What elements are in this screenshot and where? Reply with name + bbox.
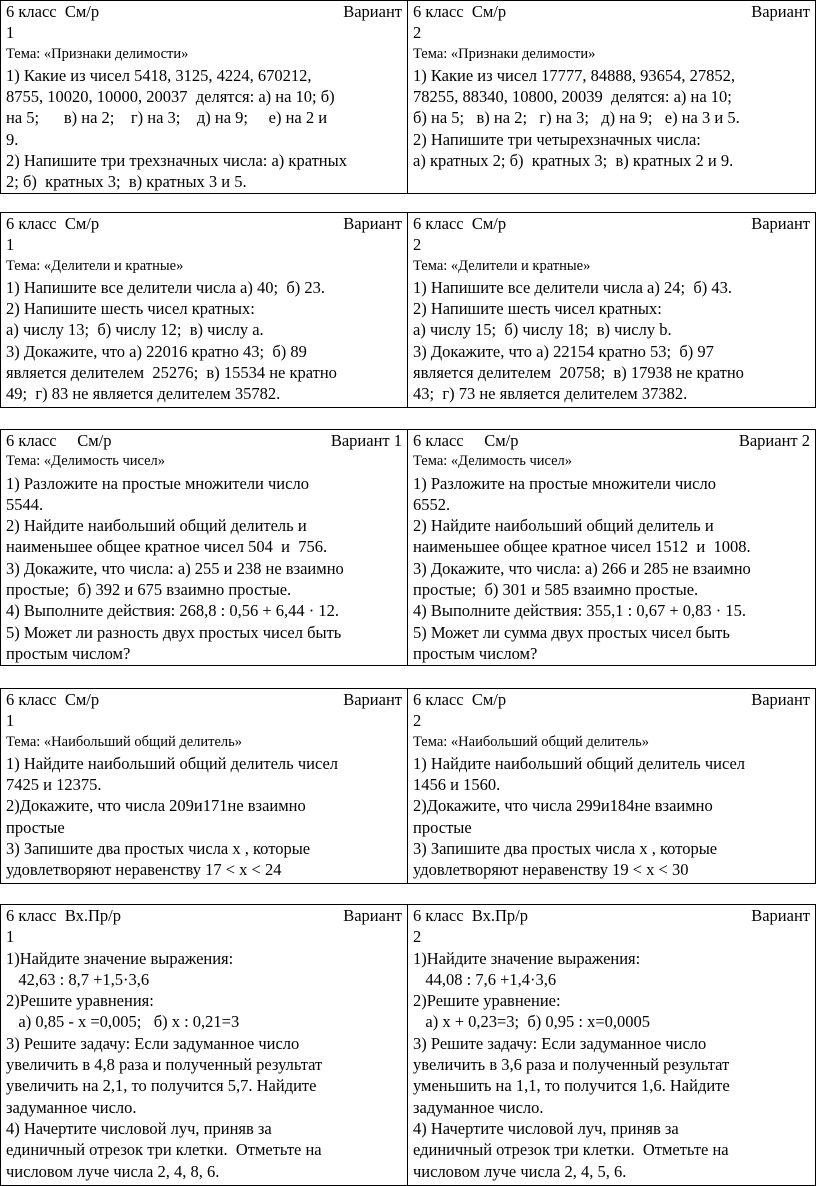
task-line: 1) Напишите все делители числа а) 40; б) 23. xyxy=(6,277,325,297)
task-line: 2) Напишите три трехзначных числа: а) кратных xyxy=(6,151,347,171)
task-line: простые xyxy=(6,817,65,837)
task-line: 3) Запишите два простых числа x , которые xyxy=(6,839,311,859)
variant-label: Вариант xyxy=(751,690,810,709)
class-label: 6 класс См/р xyxy=(6,214,100,233)
task-line: 2; б) кратных 3; в) кратных 3 и 5. xyxy=(6,172,247,192)
variant-number: 1 xyxy=(6,23,15,43)
task-line: простые; б) 301 и 585 взаимно простые. xyxy=(413,580,699,600)
task-line: единичный отрезок три клетки. Отметьте на xyxy=(413,1140,729,1160)
task-line: 1) Какие из чисел 17777, 84888, 93654, 27852, xyxy=(413,65,735,85)
task-line: 5) Может ли сумма двух простых чисел быть xyxy=(413,622,730,642)
variant-label: Вариант xyxy=(343,214,402,233)
task-line: 3) Запишите два простых числа x , которые xyxy=(413,839,718,859)
task-line: а) числу 15; б) числу 18; в) числу b. xyxy=(413,320,672,340)
class-label: 6 класс См/р xyxy=(413,2,507,21)
variant-label: Вариант xyxy=(751,214,810,233)
variant-label: Вариант xyxy=(751,2,810,21)
cell-header xyxy=(413,689,810,710)
variant-number: 1 xyxy=(6,235,15,255)
class-label: 6 класс Вх.Пр/р xyxy=(413,906,529,925)
task-line: является делителем 20758; в) 17938 не кратно xyxy=(413,363,744,383)
class-label: 6 класс См/р xyxy=(413,431,519,450)
cell-header xyxy=(6,905,402,926)
task-line: 8755, 10020, 10000, 20037 делятся: а) на 10; б) xyxy=(6,87,335,107)
variant-number: 2 xyxy=(413,927,422,947)
topic-line: Тема: «Признаки делимости» xyxy=(413,45,596,62)
cell-header xyxy=(6,1,402,22)
task-line: уменьшить на 1,1, то получится 1,6. Найдите xyxy=(413,1076,730,1096)
task-line: простые xyxy=(413,817,472,837)
variant-label: Вариант xyxy=(751,906,810,925)
task-line: на 5; в) на 2; г) на 3; д) на 9; е) на 2 и xyxy=(6,108,328,128)
task-line: а) числу 13; б) числу 12; в) числу a. xyxy=(6,320,264,340)
worksheet-block xyxy=(0,429,816,666)
task-line: 2) Найдите наибольший общий делитель и xyxy=(413,516,714,536)
worksheet-block xyxy=(0,0,816,194)
variant-number: 1 xyxy=(6,711,15,731)
task-line: 1456 и 1560. xyxy=(413,775,501,795)
task-line: наименьшее общее кратное чисел 1512 и 1008. xyxy=(413,537,751,557)
class-label: 6 класс См/р xyxy=(6,690,100,709)
task-line: а) кратных 2; б) кратных 3; в) кратных 2 и 9. xyxy=(413,151,734,171)
task-line: 1)Найдите значение выражения: xyxy=(413,948,641,968)
variant-label: Вариант xyxy=(343,2,402,21)
worksheet-block xyxy=(0,904,816,1186)
task-line: задуманное число. xyxy=(6,1097,137,1117)
task-line: 3) Докажите, что а) 22154 кратно 53; б) 97 xyxy=(413,341,714,361)
variant-number: 2 xyxy=(413,711,422,731)
variant-number: 2 xyxy=(413,235,422,255)
topic-line: Тема: «Делимость чисел» xyxy=(6,453,166,470)
task-line: 4) Выполните действия: 268,8 : 0,56 + 6,44 · 12. xyxy=(6,601,340,621)
task-line: 1) Какие из чисел 5418, 3125, 4224, 670212, xyxy=(6,65,312,85)
variant-1-cell xyxy=(0,212,408,408)
task-line: 1) Разложите на простые множители число xyxy=(6,473,309,493)
task-line: 2) Напишите шесть чисел кратных: xyxy=(413,299,662,319)
task-line: удовлетворяют неравенству 17 < x < 24 xyxy=(6,860,282,880)
task-line: 2) Напишите три четырехзначных числа: xyxy=(413,129,701,149)
task-line: числовом луче числа 2, 4, 8, 6. xyxy=(6,1161,220,1181)
variant-2-cell xyxy=(408,212,816,408)
variant-number: 1 xyxy=(6,927,15,947)
class-label: 6 класс Вх.Пр/р xyxy=(6,906,122,925)
task-line: 78255, 88340, 10800, 20039 делятся: а) на 10; xyxy=(413,87,732,107)
task-line: а) 0,85 - x =0,005; б) x : 0,21=3 xyxy=(6,1012,240,1032)
variant-label: Вариант 2 xyxy=(738,431,810,450)
task-line: простые; б) 392 и 675 взаимно простые. xyxy=(6,580,292,600)
task-line: 5544. xyxy=(6,494,44,514)
cell-header xyxy=(413,905,810,926)
worksheet-block xyxy=(0,212,816,408)
cell-header xyxy=(413,1,810,22)
variant-label: Вариант xyxy=(343,906,402,925)
variant-1-cell xyxy=(0,429,408,666)
variant-1-cell xyxy=(0,688,408,884)
variant-number: 2 xyxy=(413,23,422,43)
variant-2-cell xyxy=(408,0,816,194)
task-line: 44,08 : 7,6 +1,4·3,6 xyxy=(413,969,557,989)
task-line: 3) Решите задачу: Если задуманное число xyxy=(413,1033,707,1053)
task-line: а) x + 0,23=3; б) 0,95 : x=0,0005 xyxy=(413,1012,651,1032)
cell-header xyxy=(413,213,810,234)
task-line: 2)Докажите, что числа 299и184не взаимно xyxy=(413,796,713,816)
task-line: 1) Разложите на простые множители число xyxy=(413,473,716,493)
task-line: числовом луче числа 2, 4, 5, 6. xyxy=(413,1161,627,1181)
topic-line: Тема: «Делители и кратные» xyxy=(413,257,591,274)
variant-2-cell xyxy=(408,688,816,884)
task-line: 1)Найдите значение выражения: xyxy=(6,948,234,968)
task-line: 42,63 : 8,7 +1,5·3,6 xyxy=(6,969,150,989)
cell-header xyxy=(6,213,402,234)
task-line: 4) Выполните действия: 355,1 : 0,67 + 0,83 · 15. xyxy=(413,601,747,621)
topic-line: Тема: «Делимость чисел» xyxy=(413,453,573,470)
topic-line: Тема: «Делители и кратные» xyxy=(6,257,184,274)
task-line: 2) Напишите шесть чисел кратных: xyxy=(6,299,255,319)
task-line: задуманное число. xyxy=(413,1097,544,1117)
class-label: 6 класс См/р xyxy=(6,2,100,21)
task-line: б) на 5; в) на 2; г) на 3; д) на 9; е) на 3 и 5. xyxy=(413,108,740,128)
class-label: 6 класс См/р xyxy=(413,214,507,233)
cell-header xyxy=(6,430,402,451)
task-line: 3) Решите задачу: Если задуманное число xyxy=(6,1033,300,1053)
variant-1-cell xyxy=(0,0,408,194)
task-line: 4) Начертите числовой луч, приняв за xyxy=(6,1118,272,1138)
task-line: 1) Найдите наибольший общий делитель чисел xyxy=(413,753,746,773)
task-line: 1) Напишите все делители числа а) 24; б) 43. xyxy=(413,277,732,297)
task-line: 9. xyxy=(6,129,19,149)
task-line: удовлетворяют неравенству 19 < x < 30 xyxy=(413,860,689,880)
task-line: 4) Начертите числовой луч, приняв за xyxy=(413,1118,679,1138)
task-line: 43; г) 73 не является делителем 37382. xyxy=(413,384,688,404)
task-line: 2)Решите уравнения: xyxy=(6,991,154,1011)
task-line: 3) Докажите, что числа: а) 255 и 238 не взаимно xyxy=(6,558,344,578)
variant-label: Вариант xyxy=(343,690,402,709)
task-line: увеличить в 4,8 раза и полученный результат xyxy=(6,1055,323,1075)
task-line: 2)Докажите, что числа 209и171не взаимно xyxy=(6,796,306,816)
variant-1-cell xyxy=(0,904,408,1186)
topic-line: Тема: «Признаки делимости» xyxy=(6,45,189,62)
task-line: является делителем 25276; в) 15534 не кратно xyxy=(6,363,337,383)
task-line: 1) Найдите наибольший общий делитель чисел xyxy=(6,753,339,773)
cell-header xyxy=(413,430,810,451)
task-line: простым числом? xyxy=(413,643,538,663)
task-line: 3) Докажите, что числа: а) 266 и 285 не взаимно xyxy=(413,558,751,578)
cell-header xyxy=(6,689,402,710)
class-label: 6 класс См/р xyxy=(413,690,507,709)
worksheet-block xyxy=(0,688,816,884)
variant-2-cell xyxy=(408,429,816,666)
task-line: 3) Докажите, что а) 22016 кратно 43; б) 89 xyxy=(6,341,307,361)
topic-line: Тема: «Наибольший общий делитель» xyxy=(413,733,650,750)
variant-2-cell xyxy=(408,904,816,1186)
task-line: 2)Решите уравнение: xyxy=(413,991,561,1011)
task-line: 5) Может ли разность двух простых чисел быть xyxy=(6,622,342,642)
task-line: увеличить в 3,6 раза и полученный результат xyxy=(413,1055,730,1075)
task-line: 2) Найдите наибольший общий делитель и xyxy=(6,516,307,536)
task-line: 7425 и 12375. xyxy=(6,775,102,795)
task-line: единичный отрезок три клетки. Отметьте на xyxy=(6,1140,322,1160)
task-line: простым числом? xyxy=(6,643,131,663)
task-line: наименьшее общее кратное чисел 504 и 756. xyxy=(6,537,328,557)
topic-line: Тема: «Наибольший общий делитель» xyxy=(6,733,243,750)
task-line: увеличить на 2,1, то получится 5,7. Найдите xyxy=(6,1076,317,1096)
task-line: 49; г) 83 не является делителем 35782. xyxy=(6,384,281,404)
task-line: 6552. xyxy=(413,494,451,514)
variant-label: Вариант 1 xyxy=(330,431,402,450)
class-label: 6 класс См/р xyxy=(6,431,112,450)
